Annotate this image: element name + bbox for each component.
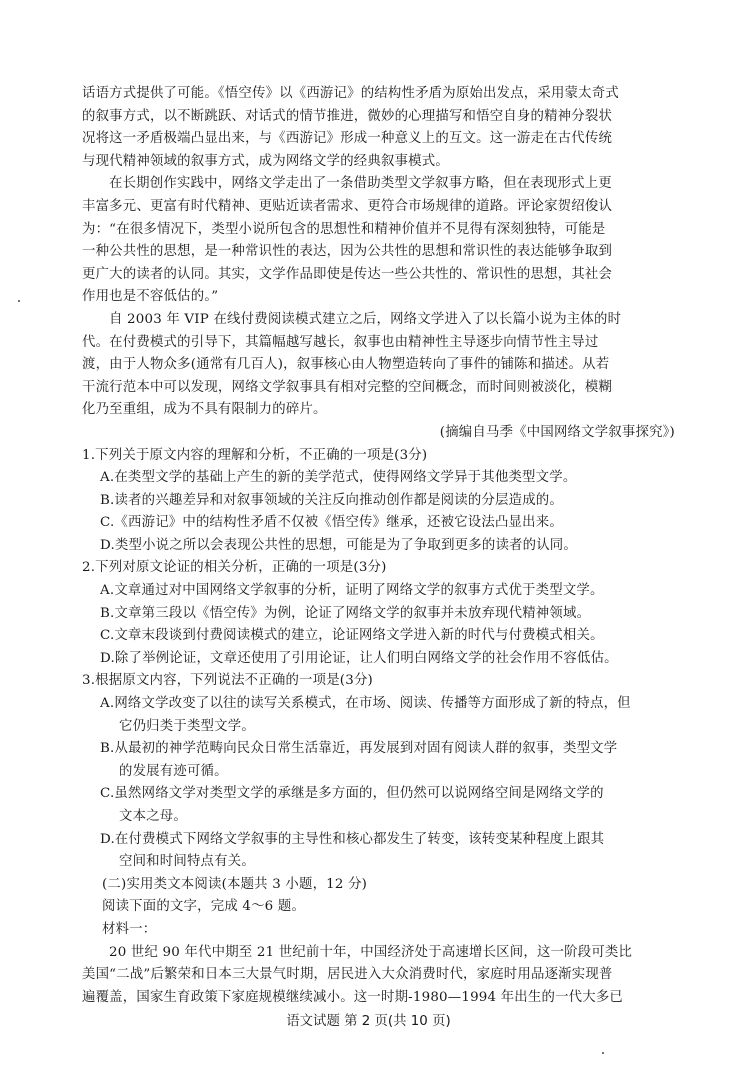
text-line: 美国“二战”后繁荣和日本三大景气时期，居民进入大众消费时代，家庭时用品逐渐实现普 — [82, 967, 613, 983]
page-footer: 语文试题 第 2 页(共 10 页) — [286, 1014, 451, 1029]
answer-option-line: 它仍归类于类型文学。 — [119, 718, 255, 734]
body-text — [82, 83, 677, 1009]
text-line: 话语方式提供了可能。《悟空传》以《西游记》的结构性矛盾为原始出发点，采用蒙太奇式 — [82, 86, 619, 101]
question-stem: 3.根据原文内容，下列说法不正确的一项是(3分) — [82, 673, 373, 689]
section-line: (二)实用类文本阅读(本题共 3 小题，12 分) — [102, 876, 368, 892]
text-line: 代。在付费模式的引导下，其篇幅越写越长，叙事也由精神性主导逐步向情节性主导过 — [82, 334, 599, 350]
section-line: 阅读下面的文字，完成 4～6 题。 — [102, 899, 306, 915]
text-line: 一种公共性的思想，是一种常识性的表达，因为公共性的思想和常识性的表达能够争取到 — [82, 244, 613, 260]
text-line: 化乃至重组，成为不具有限制力的碎片。 — [82, 402, 327, 418]
text-line: 况将这一矛盾极端凸显出来，与《西游记》形成一种意义上的互文。这一游走在古代传统 — [82, 131, 613, 147]
text-line: 作用也是不容低估的。” — [82, 289, 219, 305]
text-line: 更广大的读者的认同。其实，文学作品即使是传达一些公共性的、常识性的思想，其社会 — [82, 266, 613, 282]
answer-option-line: B.文章第三段以《悟空传》为例，论证了网络文学的叙事并未放弃现代精神领域。 — [100, 605, 591, 621]
answer-option-line: B.从最初的神学范畴向民众日常生活靠近，再发展到对固有阅读人群的叙事，类型文学 — [100, 741, 618, 757]
text-line: 丰富多元、更富有时代精神、更贴近读者需求、更符合市场规律的道路。评论家贺绍俊认 — [82, 198, 613, 214]
answer-option-line: A.网络文学改变了以往的读写关系模式，在市场、阅读、传播等方面形成了新的特点，但 — [100, 696, 631, 712]
text-line: 与现代精神领域的叙事方式，成为网络文学的经典叙事模式。 — [82, 153, 449, 169]
question-stem: 2.下列对原文论证的相关分析，正确的一项是(3分) — [82, 560, 387, 576]
scan-speck — [602, 1052, 604, 1054]
question-stem: 1.下列关于原文内容的理解和分析，不正确的一项是(3分) — [82, 447, 428, 463]
text-line: 渡，由于人物众多(通常有几百人)，叙事核心由人物塑造转向了事件的铺陈和描述。从若 — [82, 357, 610, 373]
scan-speck — [18, 300, 20, 302]
text-line: 为：“在很多情况下，类型小说所包含的思想性和精神价值并不見得有深刻独特，可能是 — [82, 221, 606, 237]
answer-option-line: A.在类型文学的基础上产生的新的美学范式，使得网络文学异于其他类型文学。 — [100, 470, 577, 486]
text-line: 的叙事方式，以不断跳跃、对话式的情节推进，微妙的心理描写和悟空自身的精神分裂状 — [82, 108, 613, 124]
answer-option-line: 文本之母。 — [119, 809, 187, 824]
answer-option-line: A.文章通过对中国网络文学叙事的分析，证明了网络文学的叙事方式优于类型文学。 — [100, 583, 604, 599]
answer-option-line: C.《西游记》中的结构性矛盾不仅被《悟空传》继承，还被它设法凸显出来。 — [100, 515, 563, 531]
text-line: 自 2003 年 VIP 在线付费阅读模式建立之后，网络文学进入了以长篇小说为主体的时 — [109, 311, 622, 327]
text-line: 在长期创作实践中，网络文学走出了一条借助类型文学叙事方略，但在表现形式上更 — [109, 176, 612, 192]
answer-option-line: D.类型小说之所以会表现公共性的思想，可能是为了争取到更多的读者的认同。 — [100, 537, 577, 553]
text-line: 遍覆盖，国家生育政策下家庭规模继续减小。这一时期-1980—1994 年出生的一代大多已 — [82, 989, 624, 1005]
answer-option-line: D.在付费模式下网络文学叙事的主导性和核心都发生了转变，该转变某种程度上跟其 — [100, 831, 605, 847]
text-line: 干流行范本中可以发现，网络文学叙事具有相对完整的空间概念，而时间则被淡化，模糊 — [82, 379, 613, 395]
text-line: 20 世纪 90 年代中期至 21 世纪前十年，中国经济处于高速增长区间，这一阶段可类比 — [109, 944, 633, 960]
answer-option-line: B.读者的兴趣差异和对叙事领域的关注反向推动创作都是阅读的分层造成的。 — [100, 492, 563, 508]
answer-option-line: C.虽然网络文学对类型文学的承继是多方面的，但仍然可以说网络空间是网络文学的 — [100, 786, 604, 802]
source-citation: (摘编自马季《中国网络文学叙事探究》) — [439, 424, 675, 440]
section-line: 材料一： — [102, 921, 157, 937]
answer-option-line: 空间和时间特点有关。 — [119, 854, 255, 870]
answer-option-line: 的发展有迹可循。 — [119, 763, 228, 779]
answer-option-line: C.文章末段谈到付费阅读模式的建立，论证网络文学进入新的时代与付费模式相关。 — [100, 628, 604, 644]
answer-option-line: D.除了举例论证，文章还使用了引用论证，让人们明白网络文学的社会作用不容低估。 — [100, 650, 618, 666]
